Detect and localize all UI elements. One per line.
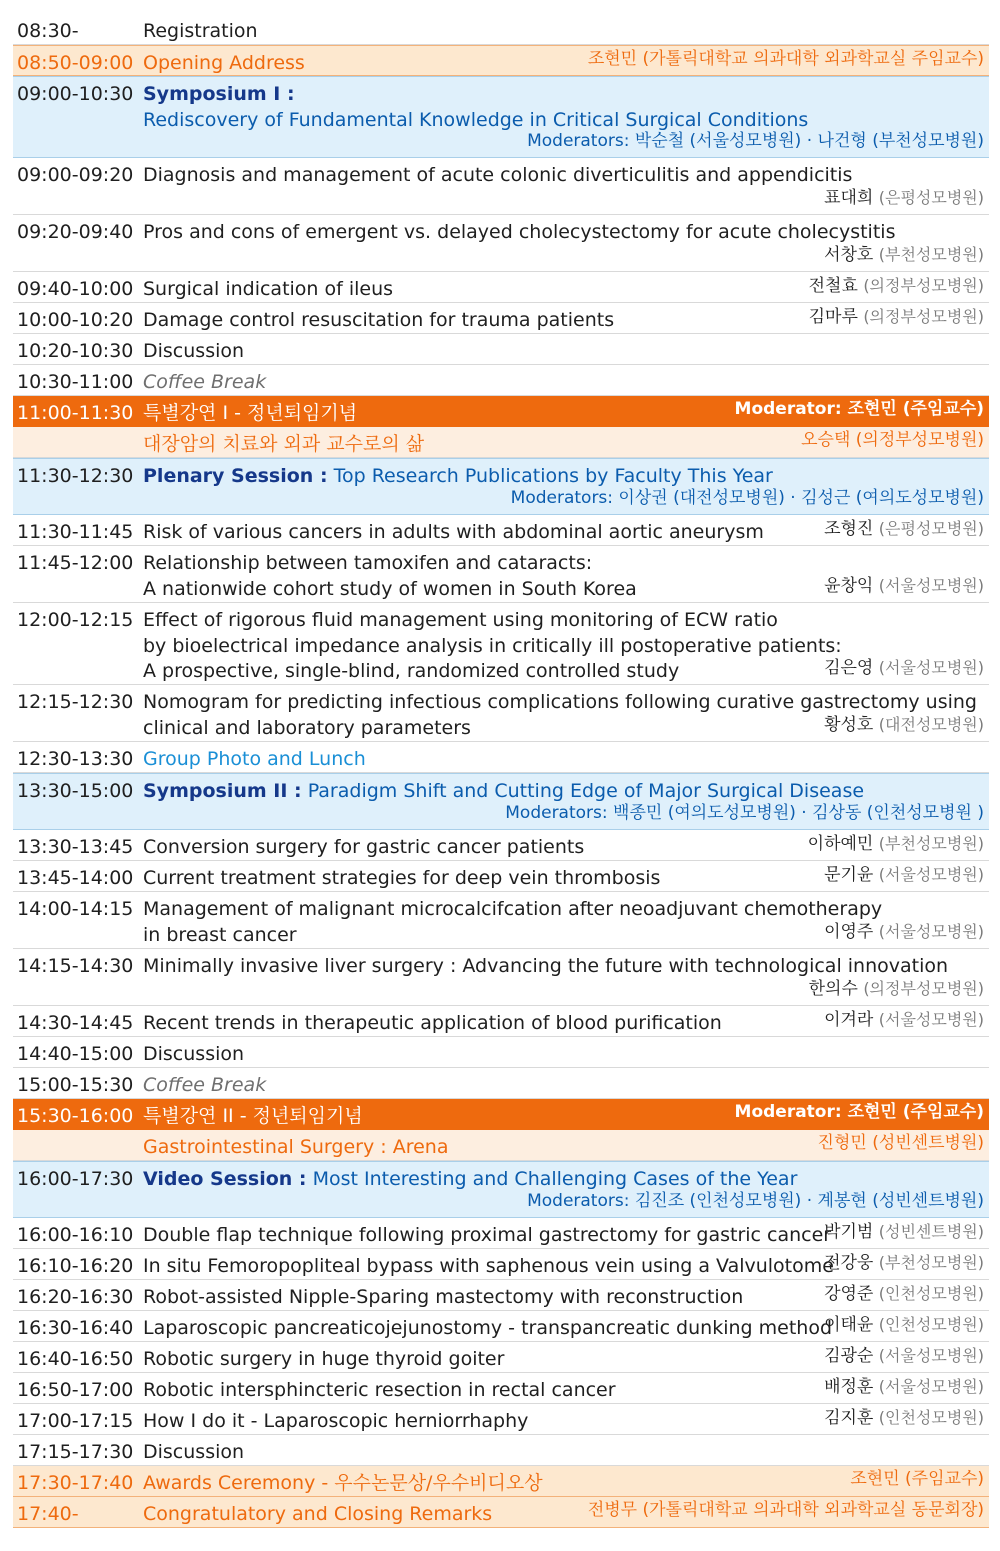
time-slot: 13:30-13:45 (17, 836, 134, 858)
moderators: Moderators: 김진조 (인천성모병원) · 계봉현 (성빈센트병원) (527, 1191, 984, 1211)
speaker-name: 전병무 (587, 1500, 638, 1520)
speaker (824, 1343, 984, 1370)
time-slot: 16:50-17:00 (17, 1379, 134, 1401)
program-row (13, 685, 989, 742)
speaker-affiliation: (부천성모병원) (878, 834, 984, 853)
session-title: Group Photo and Lunch (143, 748, 366, 770)
session-title: 특별강연 I - 정년퇴임기념 (143, 402, 358, 424)
speaker-affiliation: (의정부성모병원) (863, 276, 984, 295)
speaker-affiliation: (서울성모병원) (878, 1010, 984, 1029)
speaker-name: Moderator: 조현민 (주임교수) (734, 399, 984, 419)
speaker-affiliation: (의정부성모병원) (863, 307, 984, 326)
session-title: Awards Ceremony - 우수논문상/우수비디오상 (143, 1472, 543, 1494)
speaker-name: 진형민 (817, 1133, 867, 1153)
time-slot: 11:45-12:00 (17, 552, 134, 574)
speaker-affiliation: (가톨릭대학교 의과대학 외과학교실 동문회장) (642, 1500, 984, 1520)
session-title: Opening Address (143, 52, 305, 74)
program-row (13, 303, 989, 334)
speaker-name: 이영주 (824, 922, 874, 942)
session-title-text: Paradigm Shift and Cutting Edge of Major Surgical Disease (307, 780, 865, 802)
program-row (13, 365, 989, 396)
session-title-text: Top Research Publications by Faculty This Year (333, 465, 773, 487)
time-slot: 08:50-09:00 (17, 52, 134, 74)
time-slot: 17:00-17:15 (17, 1410, 134, 1432)
speaker-name: 오승택 (801, 430, 851, 450)
speaker (588, 47, 984, 73)
speaker-affiliation: (서울성모병원) (878, 1346, 984, 1365)
speaker-name: 김마루 (808, 307, 858, 327)
time-slot: 15:30-16:00 (17, 1105, 134, 1127)
speaker (850, 1467, 984, 1493)
speaker (824, 1250, 984, 1277)
time-slot: 13:30-15:00 (17, 780, 134, 802)
speaker-name: Moderator: 조현민 (주임교수) (734, 1102, 984, 1122)
session-title: Recent trends in therapeutic application of blood purification (143, 1012, 722, 1034)
program-row (13, 546, 989, 603)
speaker-name: 문기윤 (824, 865, 874, 885)
speaker-affiliation: (인천성모병원) (878, 1284, 984, 1303)
speaker-affiliation: (부천성모병원) (878, 1253, 984, 1272)
program-row (13, 1311, 989, 1342)
session-title: 대장암의 치료와 외과 교수로의 삶 (143, 433, 425, 455)
speaker-name: 조형진 (824, 519, 874, 539)
speaker (824, 1007, 984, 1034)
session-title-text: Most Interesting and Challenging Cases of the Year (312, 1168, 798, 1190)
program-row (13, 1161, 989, 1218)
program-row (13, 1099, 989, 1130)
speaker (824, 1374, 984, 1401)
time-slot: 09:00-10:30 (17, 83, 134, 105)
session-title: Minimally invasive liver surgery : Advancing the future with technological innovation (143, 955, 949, 977)
time-slot: 16:40-16:50 (17, 1348, 134, 1370)
program-row (13, 1249, 989, 1280)
session-title: Robotic surgery in huge thyroid goiter (143, 1348, 505, 1370)
program-row (13, 427, 989, 458)
moderators: Moderators: 이상권 (대전성모병원) · 김성근 (여의도성모병원) (510, 488, 984, 508)
speaker-name: 조현민 (850, 1469, 900, 1489)
speaker-name: 조현민 (587, 49, 638, 69)
speaker (824, 1312, 984, 1339)
speaker (824, 573, 984, 600)
time-slot: 09:40-10:00 (17, 278, 134, 300)
session-title: Current treatment strategies for deep vein thrombosis (143, 867, 661, 889)
program-row (13, 861, 989, 892)
speaker (588, 1498, 984, 1524)
speaker-affiliation: (주임교수) (905, 1469, 984, 1489)
speaker (824, 516, 984, 543)
speaker (824, 712, 984, 739)
speaker-name: 한의수 (808, 979, 858, 999)
session-title: A prospective, single-blind, randomized controlled study (143, 660, 680, 682)
speaker (824, 1405, 984, 1432)
session-title: Laparoscopic pancreaticojejunostomy - transpancreatic dunking method (143, 1317, 833, 1339)
program-row (13, 45, 989, 76)
session-title: Diagnosis and management of acute colonic diverticulitis and appendicitis (143, 164, 853, 186)
program-row (13, 515, 989, 546)
speaker-name: 이겨라 (824, 1010, 874, 1030)
speaker-name: 김지훈 (824, 1408, 874, 1428)
time-slot: 14:30-14:45 (17, 1012, 134, 1034)
time-slot: 13:45-14:00 (17, 867, 134, 889)
program-row (13, 1068, 989, 1099)
speaker-affiliation: (대전성모병원) (878, 715, 984, 734)
session-title: Coffee Break (143, 1074, 267, 1096)
program-row (13, 458, 989, 515)
program-row (13, 603, 989, 685)
speaker (808, 831, 984, 858)
program-schedule (13, 14, 989, 1528)
time-slot: 16:10-16:20 (17, 1255, 134, 1277)
time-slot: 09:20-09:40 (17, 221, 134, 243)
speaker (824, 919, 984, 946)
speaker-affiliation: (성빈센트병원) (872, 1133, 984, 1153)
session-title: Coffee Break (143, 371, 267, 393)
time-slot: 16:20-16:30 (17, 1286, 134, 1308)
speaker-name: 이태윤 (824, 1315, 874, 1335)
session-title: Robot-assisted Nipple-Sparing mastectomy with reconstruction (143, 1286, 744, 1308)
session-title: Management of malignant microcalcifcation after neoadjuvant chemotherapy (143, 898, 883, 920)
session-title: clinical and laboratory parameters (143, 716, 471, 739)
session-title: Robotic intersphincteric resection in rectal cancer (143, 1379, 616, 1401)
session-title: Discussion (143, 1043, 245, 1065)
session-title: Damage control resuscitation for trauma patients (143, 309, 615, 331)
speaker (818, 1131, 984, 1157)
speaker (809, 273, 984, 300)
speaker-affiliation: (서울성모병원) (878, 922, 984, 941)
session-label: Plenary Session : (143, 465, 328, 487)
speaker-affiliation: (의정부성모병원) (855, 430, 984, 450)
speaker-affiliation: (서울성모병원) (878, 1377, 984, 1396)
time-slot: 14:40-15:00 (17, 1043, 134, 1065)
speaker-name: 이하예민 (807, 834, 874, 854)
session-title: Congratulatory and Closing Remarks (143, 1503, 493, 1525)
speaker (824, 862, 984, 889)
program-row (13, 949, 989, 1006)
session-title: in breast cancer (143, 923, 297, 946)
speaker-name: 김광순 (824, 1346, 874, 1366)
session-title: Effect of rigorous fluid management using monitoring of ECW ratio (143, 609, 778, 631)
session-title: Double flap technique following proximal gastrectomy for gastric cancer (143, 1224, 832, 1246)
program-row (13, 1497, 989, 1528)
time-slot: 14:15-14:30 (17, 955, 134, 977)
session-title: In situ Femoropopliteal bypass with saphenous vein using a Valvulotome (143, 1255, 834, 1277)
program-row (13, 1006, 989, 1037)
session-title (143, 82, 295, 108)
speaker-affiliation: (인천성모병원) (878, 1315, 984, 1334)
speaker-name: 전강웅 (824, 1253, 874, 1273)
session-title: Discussion (143, 340, 245, 362)
speaker (735, 397, 984, 423)
session-title: 특별강연 II - 정년퇴임기념 (143, 1105, 363, 1127)
time-slot: 12:15-12:30 (17, 691, 134, 713)
time-slot: 11:30-11:45 (17, 521, 134, 543)
program-row (13, 1342, 989, 1373)
session-label: Video Session : (143, 1168, 307, 1190)
speaker-name: 표대희 (824, 188, 874, 208)
session-title: by bioelectrical impedance analysis in critically ill postoperative patients: (143, 634, 842, 657)
time-slot: 11:30-12:30 (17, 465, 134, 487)
time-slot: 15:00-15:30 (17, 1074, 134, 1096)
speaker (824, 655, 984, 682)
speaker-affiliation: (서울성모병원) (878, 576, 984, 595)
speaker (824, 1219, 984, 1246)
time-slot: 10:30-11:00 (17, 371, 134, 393)
program-row (13, 1218, 989, 1249)
speaker-affiliation: (인천성모병원) (878, 1408, 984, 1427)
moderators: Moderators: 박순철 (서울성모병원) · 나건형 (부천성모병원) (527, 131, 984, 151)
speaker-affiliation: (은평성모병원) (878, 519, 984, 538)
speaker-name: 강영준 (824, 1284, 874, 1304)
speaker-name: 박기범 (824, 1222, 874, 1242)
speaker-name: 배정훈 (824, 1377, 874, 1397)
session-title-text: Rediscovery of Fundamental Knowledge in Critical Surgical Conditions (143, 108, 809, 131)
session-title: Surgical indication of ileus (143, 278, 394, 300)
program-row (13, 1466, 989, 1497)
time-slot: 11:00-11:30 (17, 402, 134, 424)
program-row (13, 1435, 989, 1466)
program-row (13, 14, 989, 45)
time-slot: 16:00-17:30 (17, 1168, 134, 1190)
time-slot: 16:00-16:10 (17, 1224, 134, 1246)
session-title: Risk of various cancers in adults with abdominal aortic aneurysm (143, 521, 764, 543)
speaker-name: 황성호 (824, 715, 874, 735)
program-row (13, 773, 989, 830)
speaker-name: 윤창익 (824, 576, 874, 596)
speaker (824, 185, 984, 212)
moderators: Moderators: 백종민 (여의도성모병원) · 김상동 (인천성모병원 ) (505, 803, 984, 823)
speaker (824, 242, 984, 269)
program-row (13, 334, 989, 365)
speaker (809, 976, 984, 1003)
program-row (13, 396, 989, 427)
time-slot: 17:40- (17, 1503, 79, 1525)
session-title: Pros and cons of emergent vs. delayed cholecystectomy for acute cholecystitis (143, 221, 896, 243)
program-row (13, 1130, 989, 1161)
time-slot: 09:00-09:20 (17, 164, 134, 186)
speaker-name: 전철효 (808, 276, 858, 296)
session-label: Symposium II : (143, 780, 302, 802)
program-row (13, 742, 989, 773)
speaker (801, 428, 984, 454)
program-row (13, 1404, 989, 1435)
session-title: Relationship between tamoxifen and cataracts: (143, 552, 593, 574)
speaker-affiliation: (은평성모병원) (878, 188, 984, 207)
program-row (13, 1280, 989, 1311)
speaker-affiliation: (가톨릭대학교 의과대학 외과학교실 주임교수) (642, 49, 984, 69)
time-slot: 12:00-12:15 (17, 609, 134, 631)
speaker-affiliation: (서울성모병원) (878, 865, 984, 884)
program-row (13, 76, 989, 158)
speaker-affiliation: (성빈센트병원) (878, 1222, 984, 1241)
time-slot: 17:15-17:30 (17, 1441, 134, 1463)
speaker-affiliation: (부천성모병원) (878, 245, 984, 264)
time-slot: 12:30-13:30 (17, 748, 134, 770)
time-slot: 08:30- (17, 20, 79, 42)
session-title: A nationwide cohort study of women in South Korea (143, 577, 637, 600)
speaker (809, 304, 984, 331)
program-row (13, 892, 989, 949)
speaker-name: 김은영 (824, 658, 874, 678)
speaker-affiliation: (서울성모병원) (878, 658, 984, 677)
program-row (13, 1373, 989, 1404)
session-title: Nomogram for predicting infectious complications following curative gastrectomy using (143, 691, 977, 713)
time-slot: 16:30-16:40 (17, 1317, 134, 1339)
time-slot: 10:00-10:20 (17, 309, 134, 331)
speaker (735, 1100, 984, 1126)
time-slot: 17:30-17:40 (17, 1472, 134, 1494)
program-row (13, 1037, 989, 1068)
speaker (824, 1281, 984, 1308)
session-title: Gastrointestinal Surgery : Arena (143, 1136, 449, 1158)
program-row (13, 830, 989, 861)
session-title: Conversion surgery for gastric cancer patients (143, 836, 585, 858)
time-slot: 10:20-10:30 (17, 340, 134, 362)
time-slot: 14:00-14:15 (17, 898, 134, 920)
session-title: How I do it - Laparoscopic herniorrhaphy (143, 1410, 529, 1432)
session-title: Discussion (143, 1441, 245, 1463)
speaker-name: 서창호 (824, 245, 874, 265)
session-label: Symposium I : (143, 83, 295, 105)
speaker-affiliation: (의정부성모병원) (863, 979, 984, 998)
program-row (13, 158, 989, 215)
program-row (13, 215, 989, 272)
program-row (13, 272, 989, 303)
session-title: Registration (143, 20, 258, 42)
